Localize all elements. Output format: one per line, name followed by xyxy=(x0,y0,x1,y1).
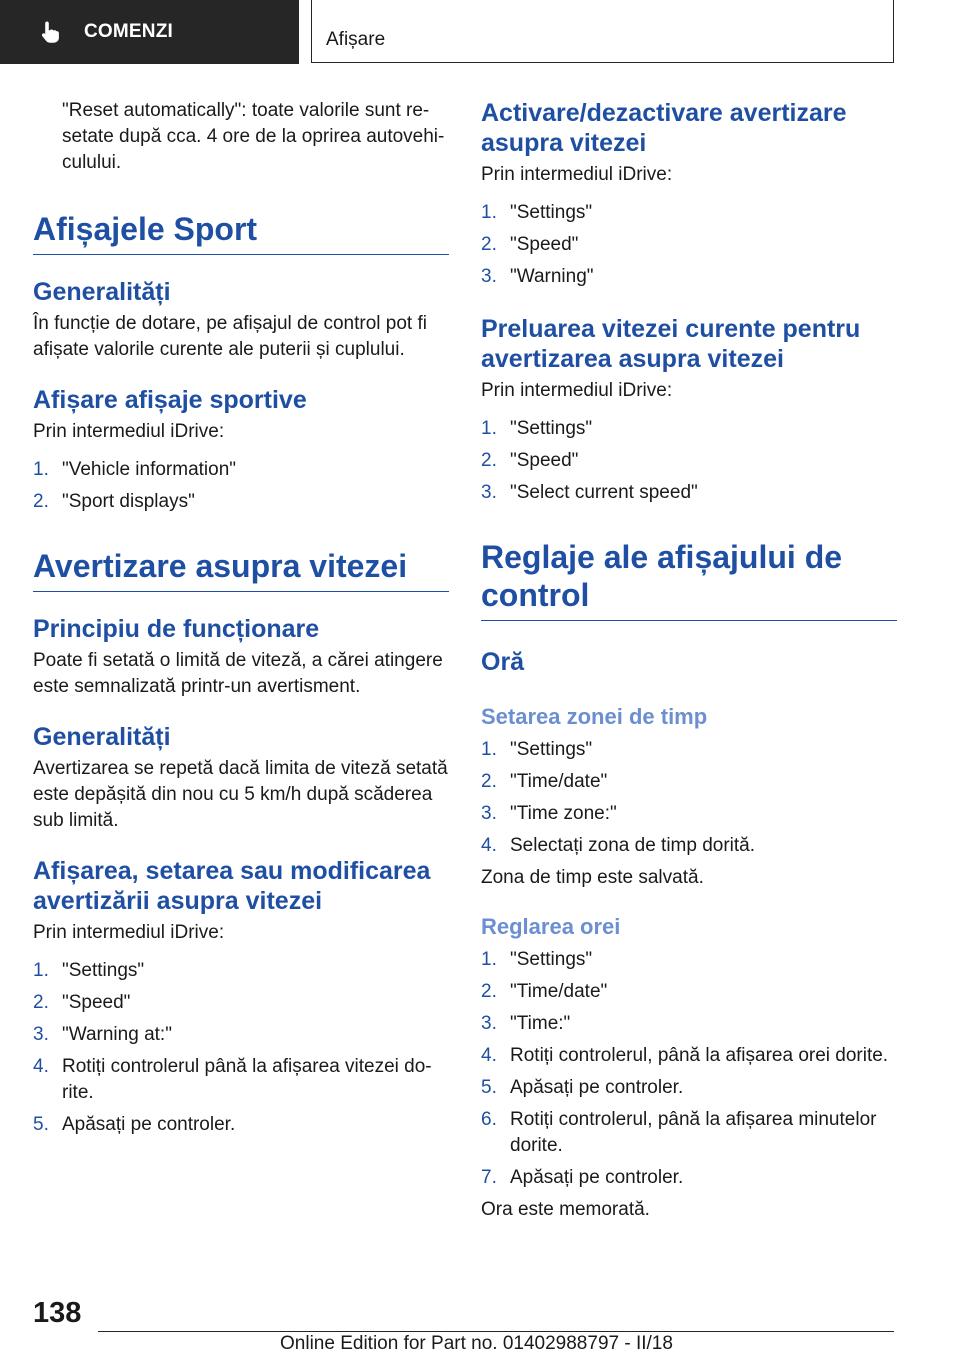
clock-steps-list xyxy=(481,947,897,1191)
sport-display-intro: Prin intermediul iDrive: xyxy=(33,421,225,442)
page-number: 138 xyxy=(33,1297,82,1329)
zone-steps-list xyxy=(481,737,897,859)
list-item: 2. "Speed" xyxy=(481,234,579,255)
chapter-tab xyxy=(311,0,894,63)
left-column xyxy=(33,98,449,1144)
list-item: 5. Apăsați pe controler. xyxy=(33,1114,236,1135)
right-column xyxy=(481,98,897,1223)
list-item: 3. "Warning" xyxy=(481,266,594,287)
sport-steps-list xyxy=(33,457,449,515)
set-warning-heading: Afișarea, setarea sau modificarea avertizării asupra vitezei xyxy=(33,857,431,915)
list-item: 1. "Settings" xyxy=(481,949,593,970)
time-zone-heading: Setarea zonei de timp xyxy=(481,704,708,729)
pointing-hand-icon xyxy=(40,20,62,44)
list-item: 4. Selectați zona de timp dorită. xyxy=(481,835,756,856)
toggle-warning-intro: Prin intermediul iDrive: xyxy=(481,164,673,185)
list-item: 1. "Settings" xyxy=(33,960,145,981)
list-item: 4. Rotiți controlerul, până la afișarea orei dorite. xyxy=(481,1045,889,1066)
toggle-warning-heading: Activare/dezactivare avertizare asupra vitezei xyxy=(481,99,847,157)
speed-general-heading: Generalități xyxy=(33,723,171,751)
list-item: 3. "Select current speed" xyxy=(481,482,698,503)
sport-general-text: În funcție de dotare, pe afișajul de control pot fi afișate valorile curente ale puterii și cuplului. xyxy=(33,313,427,360)
clock-saved-text: Ora este memorată. xyxy=(481,1199,650,1220)
set-clock-heading: Reglarea orei xyxy=(481,914,621,939)
sport-general-heading: Generalități xyxy=(33,278,171,306)
list-item: 2. "Speed" xyxy=(33,992,131,1013)
list-item: 6. Rotiți controlerul, până la afișarea minutelor dorite. xyxy=(481,1109,877,1156)
speed-warning-title: Avertizare asupra vitezei xyxy=(33,547,449,592)
principle-heading: Principiu de funcționare xyxy=(33,615,320,643)
current-speed-heading: Preluarea vitezei curente pentru avertizarea asupra vitezei xyxy=(481,315,861,373)
display-settings-title: Reglaje ale afișajului de control xyxy=(481,538,897,621)
speed-general-text: Avertizarea se repetă dacă limita de viteză setată este depășită din nou cu 5 km/h după scăderea sub limită. xyxy=(33,758,448,831)
list-item: 3. "Time zone:" xyxy=(481,803,617,824)
current-steps-list xyxy=(481,416,897,506)
list-item: 2. "Time/date" xyxy=(481,771,608,792)
list-item: 3. "Time:" xyxy=(481,1013,571,1034)
sport-displays-title: Afișajele Sport xyxy=(33,210,449,255)
list-item: 1. "Settings" xyxy=(481,739,593,760)
chapter-label: Afișare xyxy=(326,29,386,50)
sport-display-heading: Afișare afișaje sportive xyxy=(33,386,307,414)
section-label: COMENZI xyxy=(84,21,174,42)
intro-paragraph: "Reset automatically": toate valorile sunt re-setate după cca. 4 ore de la oprirea autovehi-culului. xyxy=(62,100,445,173)
footer-divider xyxy=(98,1331,894,1332)
list-item: 3. "Warning at:" xyxy=(33,1024,172,1045)
list-item: 2. "Speed" xyxy=(481,450,579,471)
time-heading: Oră xyxy=(481,648,525,676)
list-item: 1. "Vehicle information" xyxy=(33,459,237,480)
current-speed-intro: Prin intermediul iDrive: xyxy=(481,380,673,401)
list-item: 1. "Settings" xyxy=(481,202,593,223)
list-item: 2. "Sport displays" xyxy=(33,491,195,512)
section-tab xyxy=(0,0,299,64)
zone-saved-text: Zona de timp este salvată. xyxy=(481,867,704,888)
list-item: 5. Apăsați pe controler. xyxy=(481,1077,684,1098)
list-item: 4. Rotiți controlerul până la afișarea vitezei do-rite. xyxy=(33,1056,432,1103)
toggle-steps-list xyxy=(481,200,897,290)
principle-text: Poate fi setată o limită de viteză, a cărei atingere este semnalizată printr-un avertisment. xyxy=(33,650,443,697)
set-steps-list xyxy=(33,958,449,1138)
set-warning-intro: Prin intermediul iDrive: xyxy=(33,922,225,943)
list-item: 1. "Settings" xyxy=(481,418,593,439)
edition-info: Online Edition for Part no. 01402988797 - II/18 xyxy=(280,1333,673,1354)
list-item: 7. Apăsați pe controler. xyxy=(481,1167,684,1188)
list-item: 2. "Time/date" xyxy=(481,981,608,1002)
